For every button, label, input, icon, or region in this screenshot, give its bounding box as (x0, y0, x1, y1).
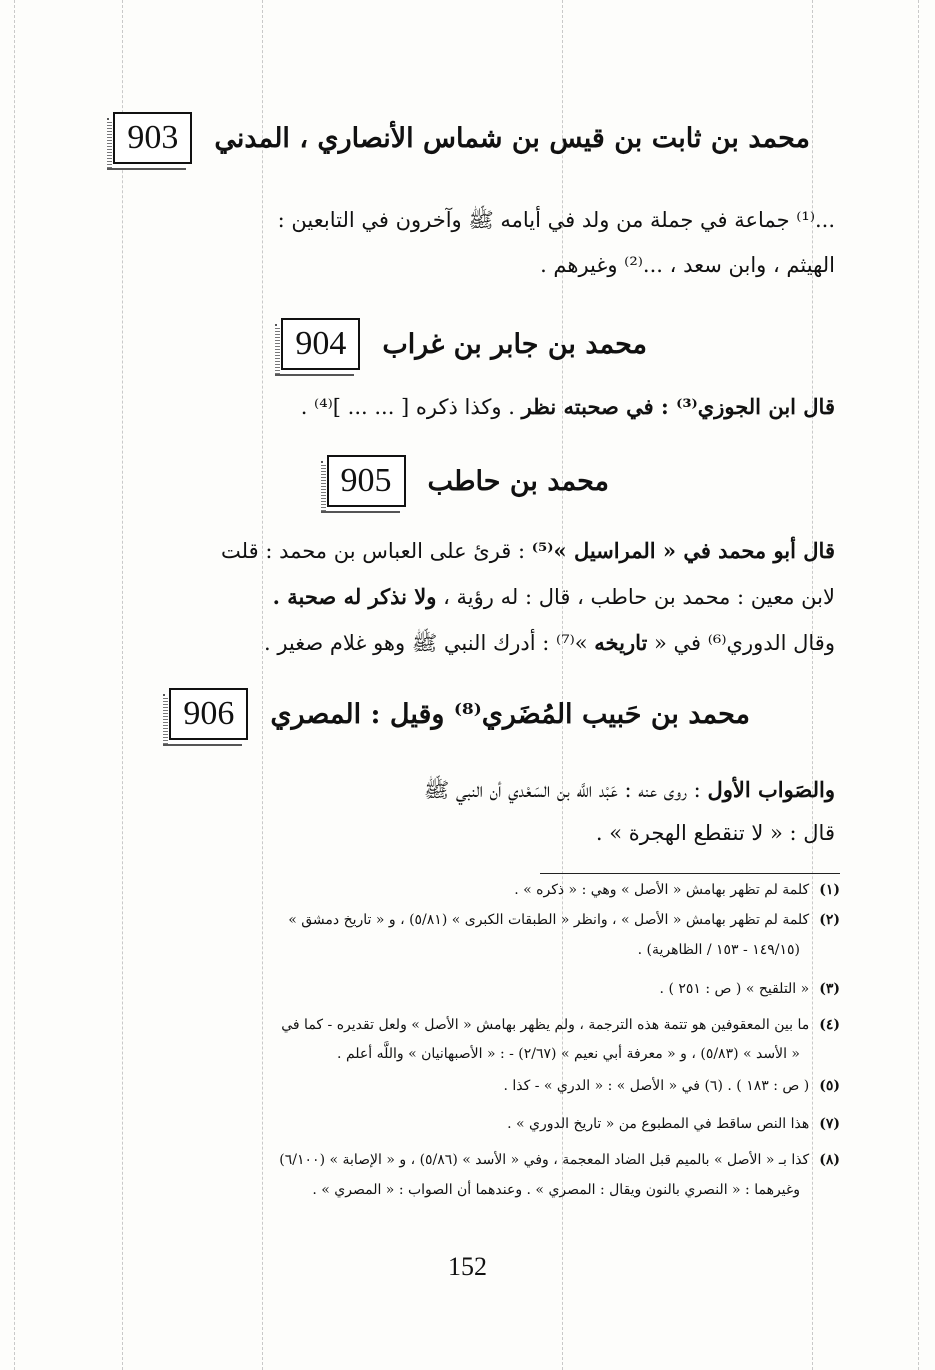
footnote-7 (507, 1114, 840, 1134)
footnote-number: (٢) (819, 912, 840, 928)
bold-quote: قال أبو محمد في « المراسيل »⁽⁵⁾ (531, 538, 835, 563)
entry-903-text-line-1: ...⁽¹⁾ جماعة في جملة من ولد في أيامه ﷺ وآخرون في التابعين : (277, 208, 835, 232)
footnote-1 (514, 880, 840, 900)
footnote-8-line-2: وغيرهما : « النصري بالنون ويقال : المصري » . وعندهما أن الصواب : « المصري » . (312, 1182, 800, 1198)
entry-number-box: 906 (169, 688, 248, 740)
scan-margin-line (14, 0, 15, 1370)
scan-margin-line (918, 0, 919, 1370)
text-span: : روى عنه : عَبْد اللَّه بن السَعْدي أن النبي ﷺ (423, 778, 708, 802)
entry-905-text-line-1 (221, 536, 835, 566)
page-number: 152 (448, 1252, 487, 1281)
bold-quote: ولا نذكر له صحبة . (272, 584, 437, 609)
entry-903-text-line-2: الهيثم ، وابن سعد ، ...⁽²⁾ وغيرهم . (540, 253, 835, 277)
footnote-text: كلمة لم تظهر بهامش « الأصل » وهي : « ذكره » . (514, 882, 810, 898)
entry-905-text-line-3 (264, 628, 835, 658)
text-span: : قرئ على العباس بن محمد : قلت (221, 539, 532, 563)
bold-quote: قال ابن الجوزي⁽³⁾ : في صحبته نظر (521, 394, 835, 419)
footnote-number: (٧) (819, 1116, 840, 1132)
entry-heading-906 (169, 688, 750, 740)
bold-quote: تاريخه (594, 630, 648, 655)
entry-title: محمد بن ثابت بن قيس بن شماس الأنصاري ، المدني (214, 122, 810, 154)
footnote-number: (١) (819, 882, 840, 898)
footnote-text: كذا بـ « الأصل » بالميم قبل الضاد المعجمة ، وفي « الأسد » (٥/٨٦) ، و « الإصابة » (٦/١٠٠) (279, 1152, 810, 1168)
entry-906-text-line-2: قال : « لا تنقطع الهجرة » . (595, 821, 835, 845)
footnote-text: كلمة لم تظهر بهامش « الأصل » ، وانظر « الطبقات الكبرى » (٥/٨١) ، و « تاريخ دمشق » (288, 912, 810, 928)
text-span: لابن معين : محمد بن حاطب ، قال : له رؤية ، (436, 585, 835, 609)
footnote-number: (٤) (819, 1017, 840, 1033)
footnote-5-6 (503, 1076, 840, 1096)
footnote-text: هذا النص ساقط في المطبوع من « تاريخ الدوري » . (507, 1116, 810, 1132)
footnote-2 (288, 910, 840, 930)
entry-heading-903 (113, 112, 810, 164)
footnote-8 (279, 1150, 840, 1170)
entry-906-text-line-1 (424, 775, 835, 805)
footnote-separator (540, 873, 840, 874)
scan-margin-line (262, 0, 263, 1370)
text-span: »⁽⁷⁾ : أدرك النبي ﷺ وهو غلام صغير . (263, 631, 595, 655)
footnote-number: (٣) (819, 981, 840, 997)
text-span: . وكذا ذكره [ ... ... ]⁽⁴⁾ . (300, 395, 522, 419)
text-span: وقال الدوري⁽⁶⁾ في « (647, 631, 835, 655)
footnote-3 (660, 979, 840, 999)
footnote-text: « التلقيح » ( ص : ٢٥١ ) . (659, 981, 810, 997)
footnote-4-line-2: « الأسد » (٥/٨٣) ، و « معرفة أبي نعيم » (٢/٦٧) - : « الأصبهانيان » واللَّه أعلم . (337, 1046, 800, 1062)
footnote-text: ( ص : ١٨٣ ) . (٦) في « الأصل » : « الدري » - كذا . (503, 1078, 810, 1094)
bold-quote: والصَواب الأول (707, 777, 835, 802)
footnote-number: (٥) (819, 1078, 840, 1094)
entry-title: محمد بن جابر بن غراب (382, 328, 647, 360)
footnote-number: (٨) (819, 1152, 840, 1168)
footnote-2-line-2: (١٤٩/١٥ - ١٥٣ / الظاهرية) . (637, 942, 800, 958)
scan-margin-line (122, 0, 123, 1370)
entry-heading-905 (327, 455, 609, 507)
entry-heading-904 (281, 318, 647, 370)
entry-title: محمد بن حاطب (427, 465, 609, 497)
entry-number-box: 903 (113, 112, 192, 164)
entry-904-text (301, 392, 835, 422)
entry-title: محمد بن حَبيب المُضَري⁽⁸⁾ وقيل : المصري (270, 698, 750, 730)
footnote-4 (281, 1015, 840, 1035)
entry-number-box: 904 (281, 318, 360, 370)
entry-number-box: 905 (327, 455, 406, 507)
footnote-text: ما بين المعقوفين هو تتمة هذه الترجمة ، ولم يظهر بهامش « الأصل » ولعل تقديره - كما في (281, 1017, 810, 1033)
entry-905-text-line-2 (273, 582, 835, 612)
